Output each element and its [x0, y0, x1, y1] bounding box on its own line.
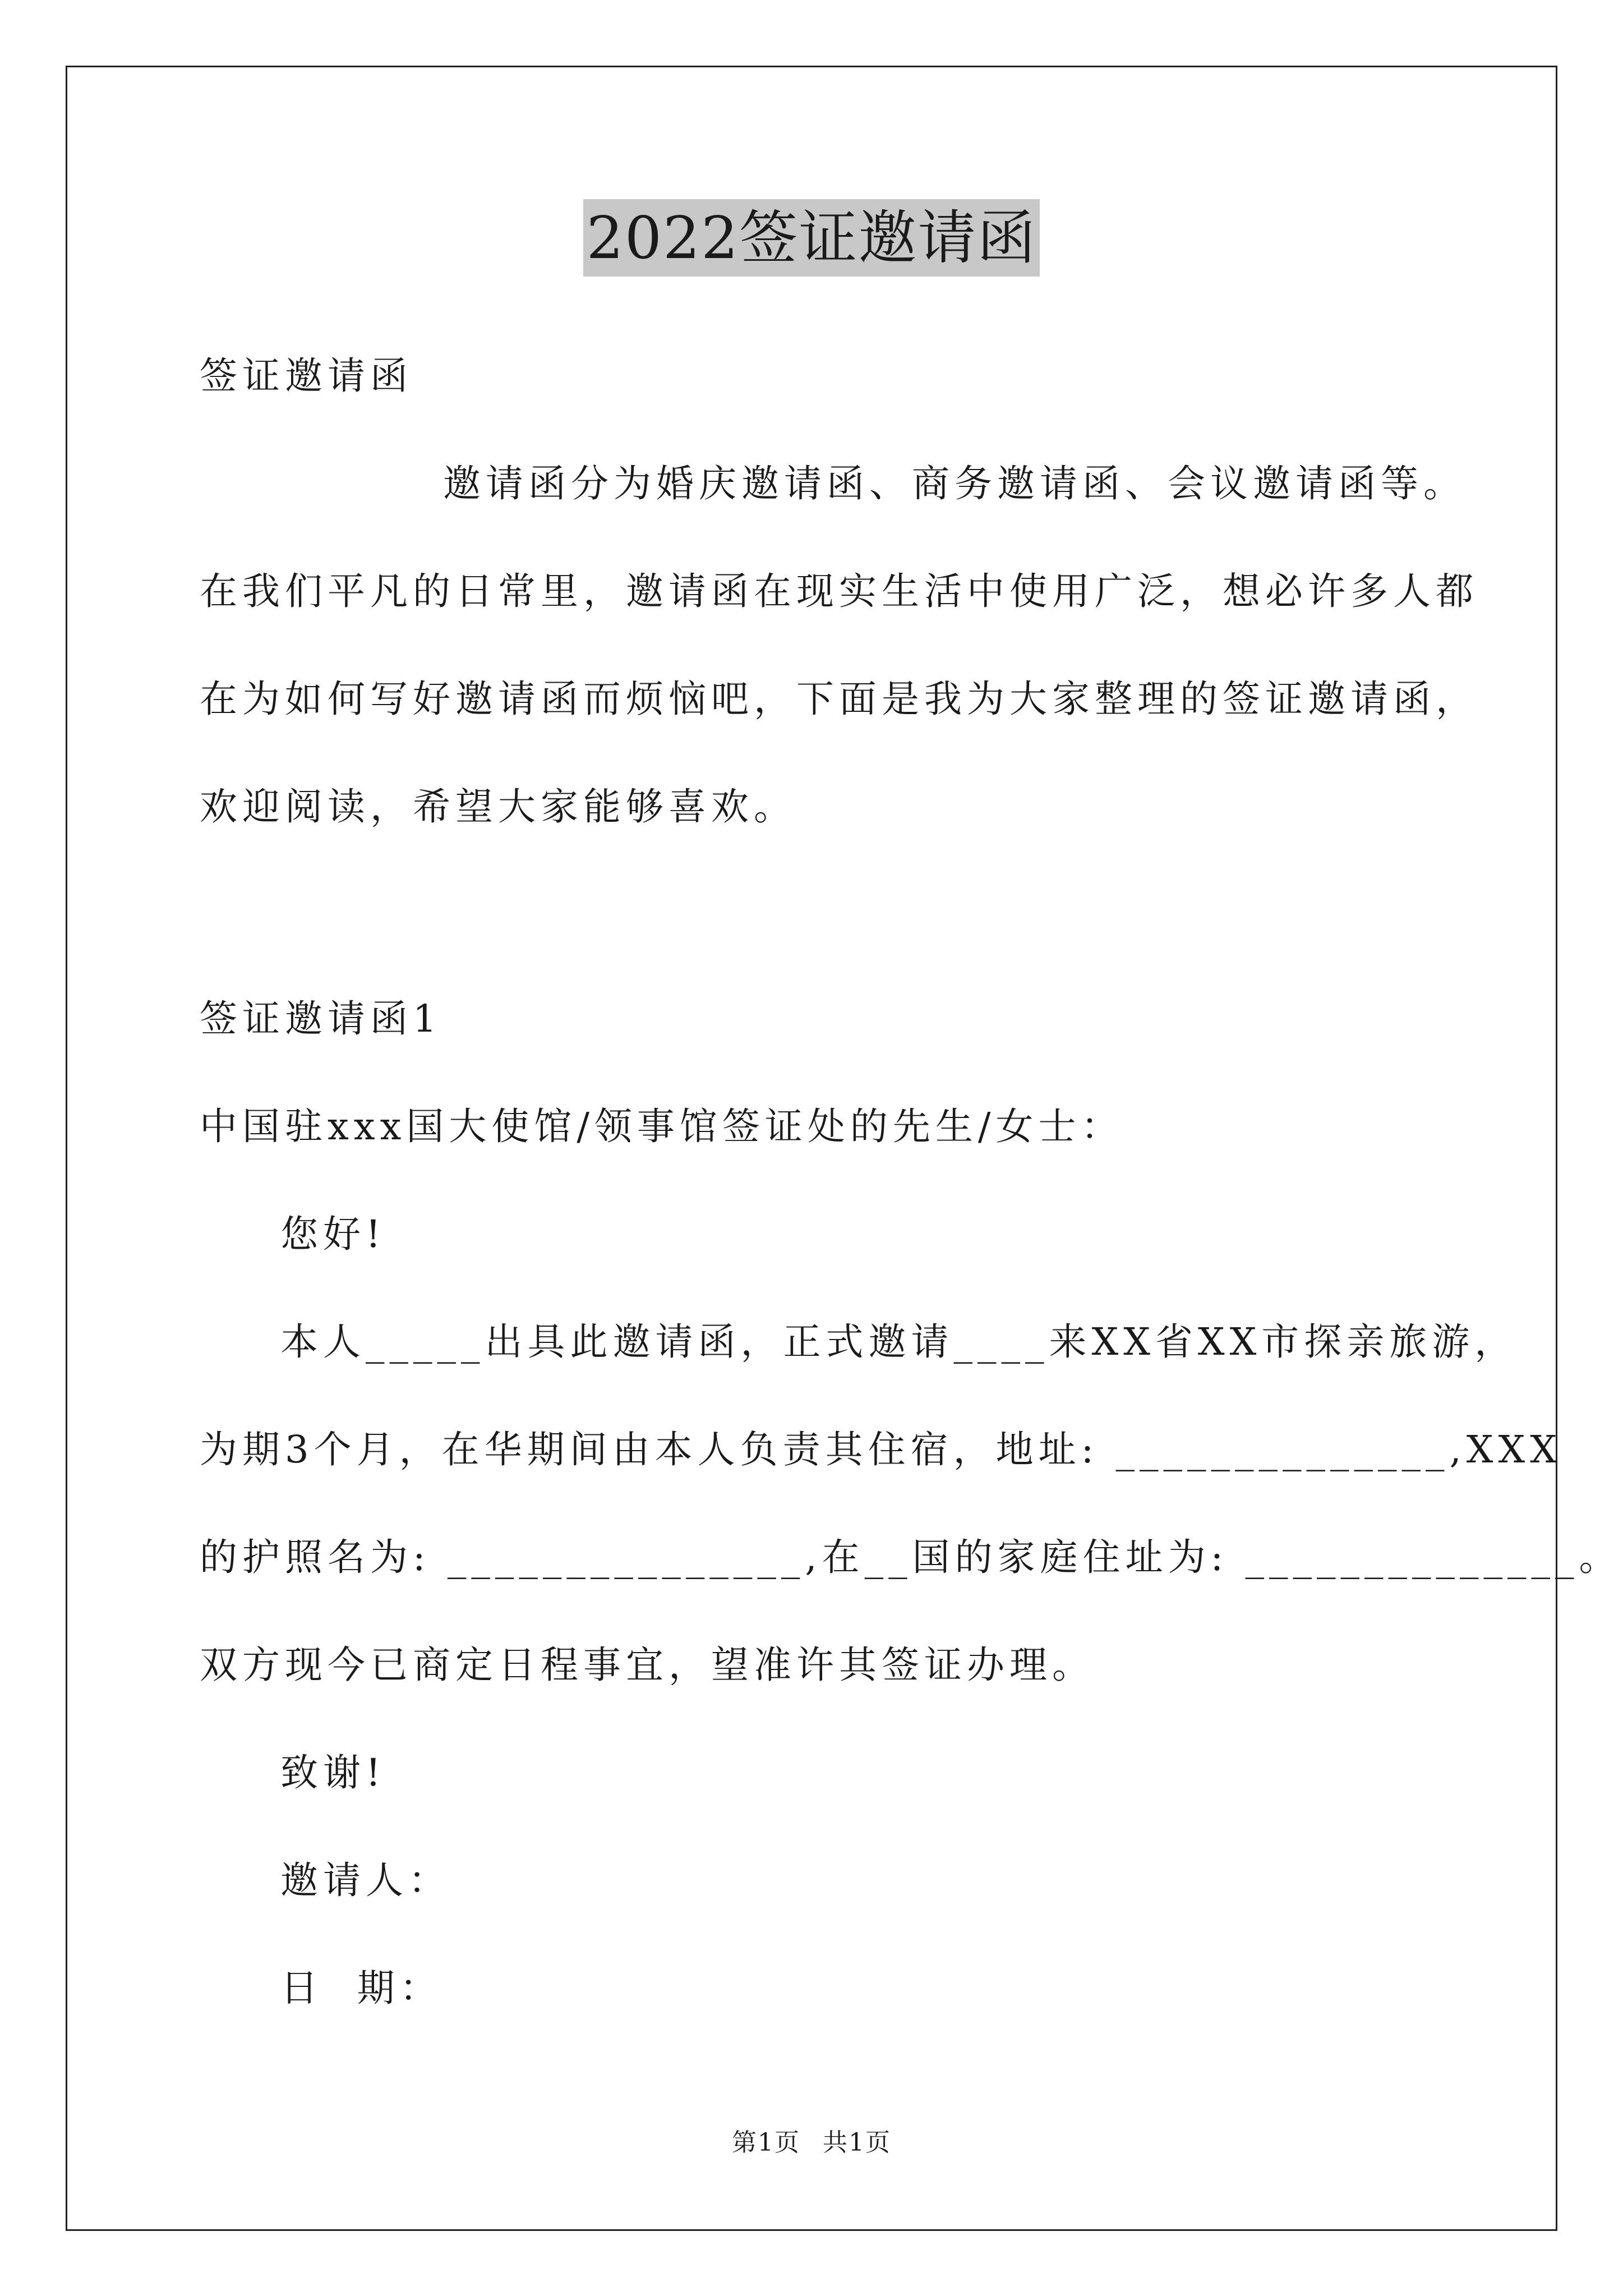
- letter-greeting: 您好!: [280, 1212, 386, 1256]
- section-subtitle: 签证邀请函: [200, 354, 413, 398]
- letter-body-line-3: 的护照名为: _______________,在__国的家庭住址为: ______________。: [200, 1535, 1622, 1579]
- date-label: 日 期：: [280, 1966, 442, 2010]
- intro-line-2: 在我们平凡的日常里，邀请函在现实生活中使用广泛，想必许多人都: [200, 569, 1478, 613]
- page-number-total: 共1页: [823, 2128, 891, 2157]
- letter-thanks: 致谢!: [280, 1751, 386, 1795]
- inviter-label: 邀请人：: [280, 1858, 451, 1902]
- letter-salutation: 中国驻xxx国大使馆/领事馆签证处的先生/女士：: [200, 1105, 1124, 1148]
- letter-body-line-2: 为期3个月，在华期间由本人负责其住宿，地址: ______________,XXX: [200, 1428, 1562, 1471]
- letter-body-line-4: 双方现今已商定日程事宜，望准许其签证办理。: [200, 1643, 1095, 1687]
- page-footer: [0, 2126, 1623, 2160]
- intro-line-4: 欢迎阅读，希望大家能够喜欢。: [200, 785, 796, 829]
- intro-line-3: 在为如何写好邀请函而烦恼吧，下面是我为大家整理的签证邀请函，: [200, 677, 1478, 721]
- letter-body-line-1: 本人_____出具此邀请函，正式邀请____来XX省XX市探亲旅游，: [280, 1320, 1518, 1364]
- document-title: 2022签证邀请函: [583, 199, 1040, 277]
- title-container: [0, 199, 1623, 277]
- intro-line-1: 邀请函分为婚庆邀请函、商务邀请函、会议邀请函等。: [443, 462, 1466, 505]
- letter-heading: 签证邀请函1: [200, 997, 442, 1041]
- page-number-current: 第1页: [732, 2128, 800, 2157]
